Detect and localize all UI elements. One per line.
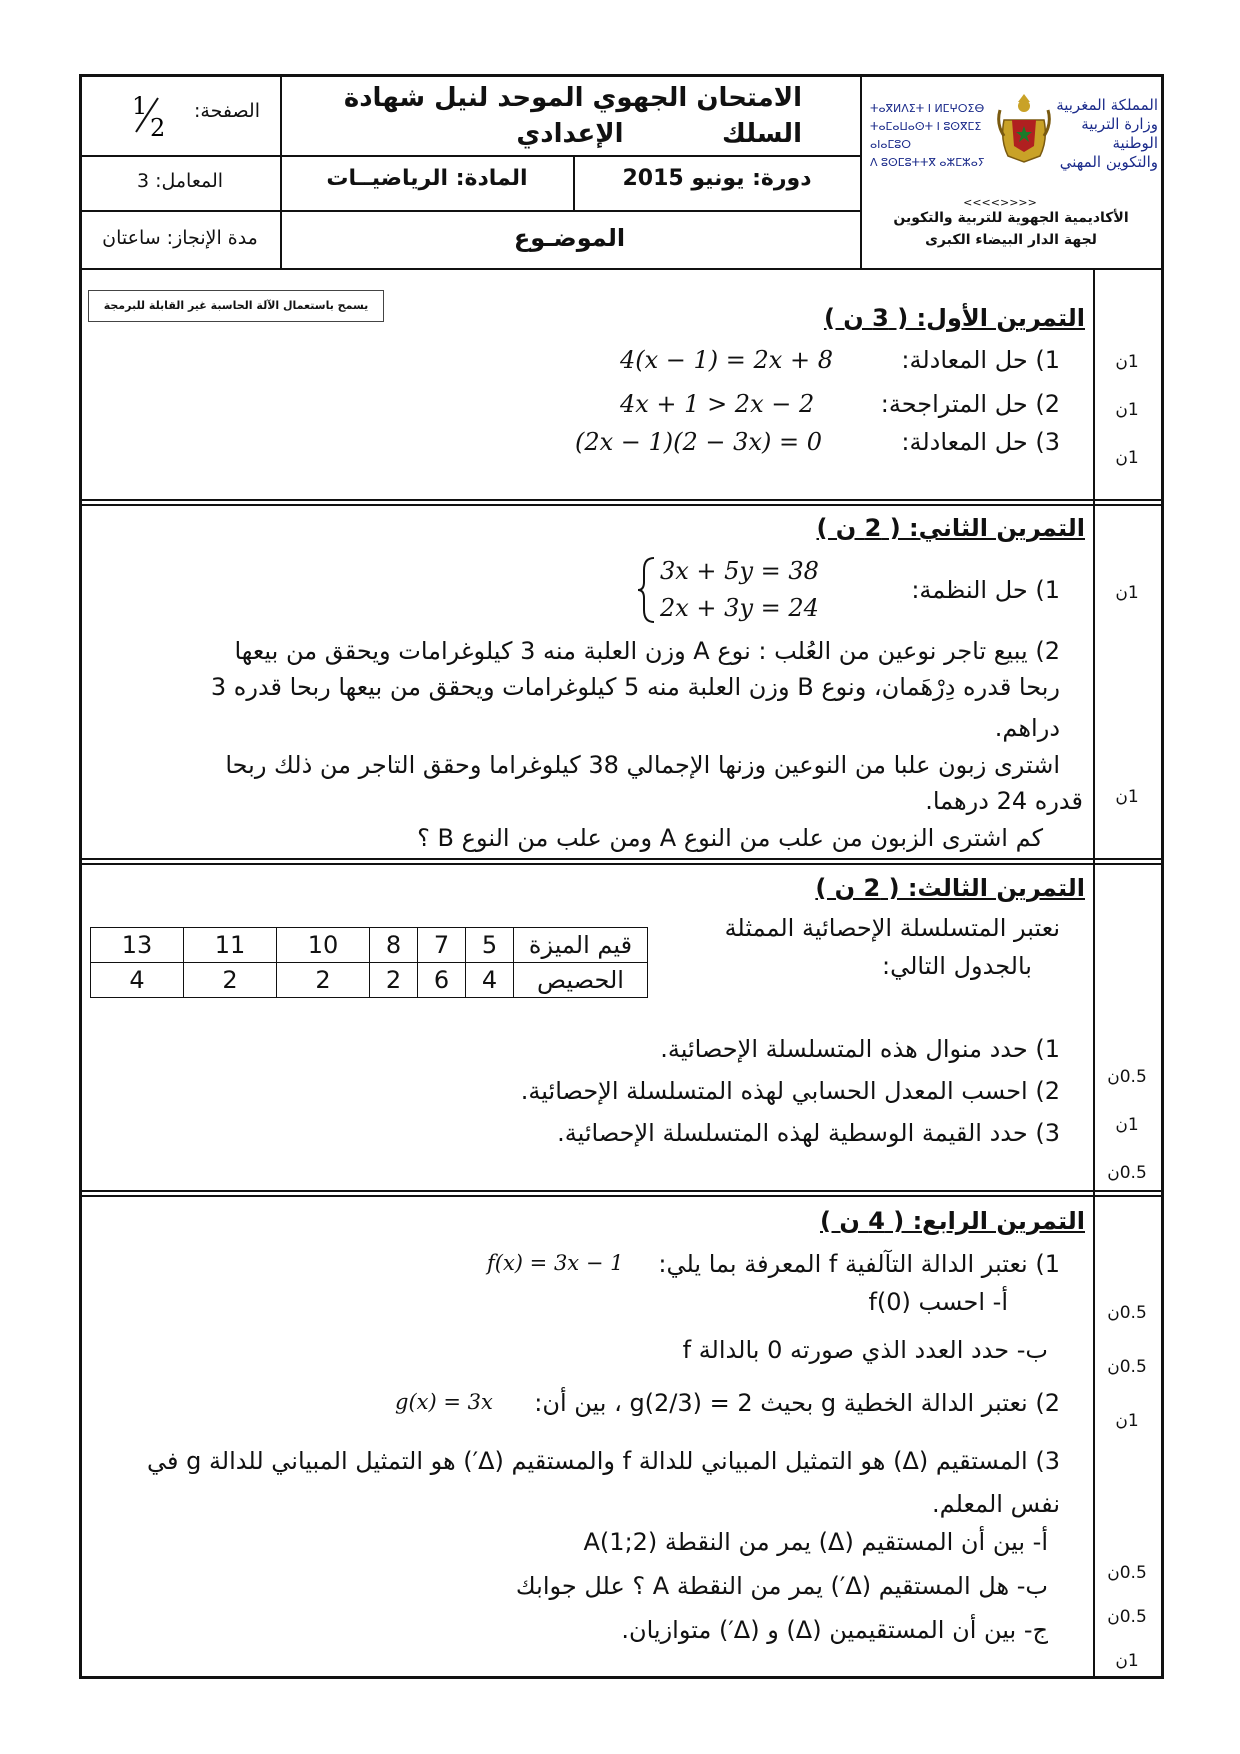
ex4-points-4: 0.5ن <box>1107 1563 1147 1583</box>
svg-text:2: 2 <box>150 114 166 140</box>
ex4-q3c: ج- بين أن المستقيمين (Δ) و (Δ′) متوازيان. <box>621 1616 1048 1644</box>
table-cell: 10 <box>277 928 370 963</box>
system-eq-2: 2x + 3y = 24 <box>660 594 819 622</box>
academy-line1: الأكاديمية الجهوية للتربية والتكوين <box>893 210 1129 226</box>
ex1-q2-math: 4x + 1 > 2x − 2 <box>620 390 815 418</box>
ex4-points-2: 0.5ن <box>1107 1357 1147 1377</box>
ex4-q2-math: g(x) = 3x <box>395 1390 493 1414</box>
table-cell: 6 <box>418 963 466 998</box>
ministry-tif-line2: ⵜⴰⵎⴰⵡⴰⵙⵜ ⵏ ⵓⵙⴳⵎⵉ ⴰⵏⴰⵎⵓⵔ <box>870 120 982 151</box>
ex3-q1: 1) حدد منوال هذه المتسلسلة الإحصائية. <box>660 1035 1060 1063</box>
ministry-tif-line3: ⴷ ⵓⵙⵎⵓⵜⵜⴳ ⴰⵣⵎⵣⴰⵢ <box>870 156 985 169</box>
ministry-ar-line1: المملكة المغربية <box>1056 96 1158 114</box>
ex2-q2-line1: 2) يبيع تاجر نوعين من العُلب : نوع A وزن العلبة منه 3 كيلوغرامات ويحقق من بيعها <box>234 637 1060 665</box>
ministry-ar-line3: والتكوين المهني <box>1059 153 1158 171</box>
ex1-q2: 2) حل المتراجحة: <box>880 390 1060 418</box>
ex2-q2-line5: قدره 24 درهما. <box>925 787 1083 815</box>
ex3-q2: 2) احسب المعدل الحسابي لهذه المتسلسلة الإحصائية. <box>520 1077 1060 1105</box>
ex1-title: التمرين الأول: ( 3 ن ) <box>823 304 1085 332</box>
ex3-q3: 3) حدد القيمة الوسطية لهذه المتسلسلة الإحصائية. <box>557 1119 1060 1147</box>
ex1-q1: 1) حل المعادلة: <box>901 346 1060 374</box>
table-cell: 4 <box>91 963 184 998</box>
page-value <box>128 92 168 148</box>
table-cell: 5 <box>466 928 514 963</box>
ex1-points-1: 1ن <box>1115 352 1139 372</box>
system-brace <box>636 556 658 628</box>
ministry-ar-line2: وزارة التربية الوطنية <box>1081 115 1158 152</box>
ex3-intro-line2: بالجدول التالي: <box>882 952 1032 980</box>
table-cell: 2 <box>277 963 370 998</box>
coat-of-arms-icon <box>996 90 1052 170</box>
table-cell: 2 <box>184 963 277 998</box>
svg-text:1: 1 <box>132 92 148 120</box>
table-cell: 7 <box>418 928 466 963</box>
ex4-q3a: أ- بين أن المستقيم (Δ) يمر من النقطة A(1;2) <box>583 1528 1048 1556</box>
ministry-arabic <box>1050 96 1158 172</box>
topic: الموضـوع <box>513 224 626 252</box>
ex4-q1: 1) نعتبر الدالة التآلفية f المعرفة بما يلي: <box>658 1250 1060 1278</box>
ex4-q1-math: f(x) = 3x − 1 <box>487 1251 624 1275</box>
table-cell: 8 <box>370 928 418 963</box>
ministry-tif-line1: ⵜⴰⴳⵍⴷⵉⵜ ⵏ ⵍⵎⵖⵔⵉⴱ <box>870 102 985 115</box>
ex3-points-1: 0.5ن <box>1107 1067 1147 1087</box>
ex4-q1a: أ- احسب f(0) <box>868 1288 1008 1316</box>
statistics-table <box>90 927 648 998</box>
ex2-points-1: 1ن <box>1115 583 1139 603</box>
table-cell: 2 <box>370 963 418 998</box>
table-row <box>91 963 648 998</box>
table-header-cell: الحصيص <box>514 963 648 998</box>
table-header-cell: قيم الميزة <box>514 928 648 963</box>
ex1-points-3: 1ن <box>1115 448 1139 468</box>
ex2-points-2: 1ن <box>1115 787 1139 807</box>
ex4-q3-line1: 3) المستقيم (Δ) هو التمثيل المبياني للدالة f والمستقيم (Δ′) هو التمثيل المبياني للدالة g في <box>146 1447 1060 1475</box>
coefficient: المعامل: 3 <box>136 170 224 192</box>
ex2-q2-line6: كم اشترى الزبون من علب من النوع A ومن علب من النوع B ؟ <box>417 824 1043 852</box>
ex2-title: التمرين الثاني: ( 2 ن ) <box>816 514 1085 542</box>
ex1-q3: 3) حل المعادلة: <box>901 428 1060 456</box>
exam-title-line2: الإعدادي <box>516 119 624 149</box>
ex1-points-2: 1ن <box>1115 400 1139 420</box>
calculator-note: يسمح باستعمال الآلة الحاسبة غير القابلة للبرمجة <box>88 290 384 322</box>
ex4-points-1: 0.5ن <box>1107 1303 1147 1323</box>
ex4-points-6: 1ن <box>1115 1651 1139 1671</box>
ex3-points-3: 0.5ن <box>1107 1163 1147 1183</box>
ex4-q2: 2) نعتبر الدالة الخطية g بحيث g(2/3) = 2 ، بين أن: <box>534 1389 1060 1417</box>
table-cell: 11 <box>184 928 277 963</box>
table-row <box>91 928 648 963</box>
exam-title-line1: الامتحان الجهوي الموحد لنيل شهادة السلك <box>343 83 802 149</box>
ex3-points-2: 1ن <box>1115 1115 1139 1135</box>
ex4-points-5: 0.5ن <box>1107 1607 1147 1627</box>
ex3-title: التمرين الثالث: ( 2 ن ) <box>815 874 1085 902</box>
ex4-q3-line2: نفس المعلم. <box>931 1490 1060 1518</box>
ex1-q1-math: 4(x − 1) = 2x + 8 <box>620 346 833 374</box>
subject: المادة: الرياضيــات <box>326 166 528 191</box>
ex4-q3b: ب- هل المستقيم (Δ′) يمر من النقطة A ؟ علل جوابك <box>515 1572 1048 1600</box>
ex3-intro-line1: نعتبر المتسلسلة الإحصائية الممثلة <box>724 914 1060 942</box>
ex4-q1b: ب- حدد العدد الذي صورته 0 بالدالة f <box>682 1336 1048 1364</box>
table-cell: 4 <box>466 963 514 998</box>
ex2-q1: 1) حل النظمة: <box>911 576 1060 604</box>
ex4-points-3: 1ن <box>1115 1411 1139 1431</box>
academy-line2: لجهة الدار البيضاء الكبرى <box>925 232 1097 248</box>
ex1-q3-math: (2x − 1)(2 − 3x) = 0 <box>575 428 822 456</box>
page-label: الصفحة: <box>193 100 260 122</box>
ex2-q2-line3: دراهم. <box>994 714 1060 742</box>
ministry-tifinagh <box>870 100 1000 172</box>
ex2-q2-line4: اشترى زبون علبا من النوعين وزنها الإجمالي 38 كيلوغراما وحقق التاجر من ذلك ربحا <box>225 751 1060 779</box>
page-fraction <box>128 92 168 140</box>
duration: مدة الإنجاز: ساعتان <box>102 227 258 249</box>
ex4-title: التمرين الرابع: ( 4 ن ) <box>820 1207 1085 1235</box>
system-eq-1: 3x + 5y = 38 <box>660 557 819 585</box>
ex2-q2-line2: ربحا قدره دِرْهَمان، ونوع B وزن العلبة منه 5 كيلوغرامات ويحقق من بيعها ربحا قدره 3 <box>210 673 1060 701</box>
arrows-ornament: <<<<>>>> <box>963 196 1037 209</box>
session: دورة: يونيو 2015 <box>622 166 812 191</box>
table-cell: 13 <box>91 928 184 963</box>
